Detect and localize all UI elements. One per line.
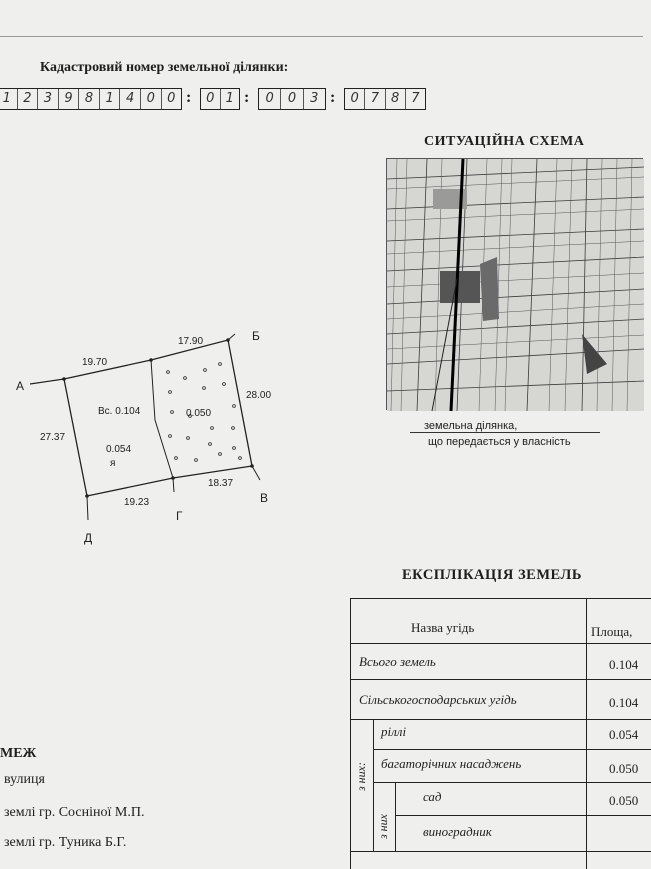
cadastral-digit: 0 xyxy=(201,89,221,109)
explication-title: ЕКСПЛІКАЦІЯ ЗЕМЕЛЬ xyxy=(402,567,582,583)
column-divider xyxy=(586,599,587,869)
boundary-line-1: вулиця xyxy=(4,772,45,787)
length-bottom-right: 18.37 xyxy=(208,478,234,489)
explication-table xyxy=(350,598,651,869)
row-arable-name: ріллі xyxy=(381,724,407,739)
situation-map-drawing xyxy=(387,159,644,411)
cadastral-title: Кадастровий номер земельної ділянки: xyxy=(40,60,289,75)
situation-caption-line2: що передається у власність xyxy=(428,436,571,448)
cadastral-part-4 xyxy=(344,88,426,110)
cadastral-part-1 xyxy=(0,88,182,110)
situation-map xyxy=(386,158,643,410)
of-them-label-2: з них xyxy=(376,814,390,839)
header-name: Назва угідь xyxy=(411,620,475,635)
area-total: Вс. 0.104 xyxy=(98,406,141,417)
row-perennial-area: 0.050 xyxy=(609,761,639,776)
cadastral-digit: 3 xyxy=(310,91,319,106)
cadastral-digit: 0 xyxy=(259,89,281,109)
row-orchard-area: 0.050 xyxy=(609,793,639,808)
cadastral-digit: 3 xyxy=(38,89,59,109)
length-top-left: 19.70 xyxy=(82,357,108,368)
row-divider xyxy=(351,719,651,720)
length-bottom-left: 19.23 xyxy=(124,497,150,508)
cadastral-digit: 7 xyxy=(411,91,420,106)
cadastral-part-3 xyxy=(258,88,326,110)
length-right: 28.00 xyxy=(246,390,272,401)
cadastral-digit: 2 xyxy=(18,89,39,109)
cadastral-separator: : xyxy=(330,89,336,106)
point-g-label: Г xyxy=(176,509,183,523)
length-left: 27.37 xyxy=(40,432,66,443)
boundary-line-2: землі гр. Сосніної М.П. xyxy=(4,805,145,820)
arable-symbol: ᴙ xyxy=(110,458,116,469)
area-arable: 0.054 xyxy=(106,444,132,455)
subgroup-divider xyxy=(373,719,374,851)
cadastral-digit: 1 xyxy=(100,89,121,109)
cadastral-digit: 1 xyxy=(0,89,18,109)
top-rule xyxy=(0,36,643,37)
row-orchard-name: сад xyxy=(423,789,442,804)
subgroup-divider xyxy=(395,782,396,851)
boundary-line-3: землі гр. Туника Б.Г. xyxy=(4,835,127,850)
row-agri-name: Сільськогосподарських угідь xyxy=(359,692,517,707)
cadastral-separator: : xyxy=(186,89,192,106)
row-divider xyxy=(373,749,651,750)
row-total-area: 0.104 xyxy=(609,657,639,672)
cadastral-digit: 0 xyxy=(281,89,303,109)
row-perennial-name: багаторічних насаджень xyxy=(381,756,522,771)
cadastral-digit: 0 xyxy=(141,89,162,109)
parcel-plan xyxy=(16,320,320,560)
row-arable-area: 0.054 xyxy=(609,727,639,742)
point-v-label: В xyxy=(260,491,269,505)
cadastral-separator: : xyxy=(244,89,250,106)
cadastral-part-2 xyxy=(200,88,240,110)
row-divider xyxy=(351,851,651,852)
cadastral-digit: 8 xyxy=(386,89,406,109)
row-total-name: Всього земель xyxy=(359,654,436,669)
situation-title: СИТУАЦІЙНА СХЕМА xyxy=(424,134,585,149)
point-d-label: Д xyxy=(84,531,93,545)
cadastral-digit: 4 xyxy=(120,89,141,109)
area-orchard: 0.050 xyxy=(186,408,212,419)
row-divider xyxy=(351,643,651,644)
point-a-label: А xyxy=(16,379,25,393)
cadastral-digit: 0 xyxy=(167,91,176,106)
length-top-right: 17.90 xyxy=(178,336,204,347)
of-them-label: з них: xyxy=(354,762,368,791)
row-divider xyxy=(351,679,651,680)
cadastral-digit: 8 xyxy=(79,89,100,109)
row-agri-area: 0.104 xyxy=(609,695,639,710)
row-divider xyxy=(373,782,651,783)
cadastral-digit: 9 xyxy=(59,89,80,109)
parcel-plan-drawing xyxy=(16,320,320,560)
row-vineyard-name: виноградник xyxy=(423,824,492,839)
row-divider xyxy=(395,815,651,816)
situation-caption-line1: земельна ділянка, xyxy=(424,420,518,432)
cadastral-digit: 1 xyxy=(225,91,234,106)
caption-underline xyxy=(410,432,600,433)
cadastral-digit: 0 xyxy=(345,89,365,109)
boundaries-title: МЕЖ xyxy=(0,746,37,761)
cadastral-digit: 7 xyxy=(365,89,385,109)
point-b-label: Б xyxy=(252,329,260,343)
header-area: Площа, xyxy=(591,624,633,639)
